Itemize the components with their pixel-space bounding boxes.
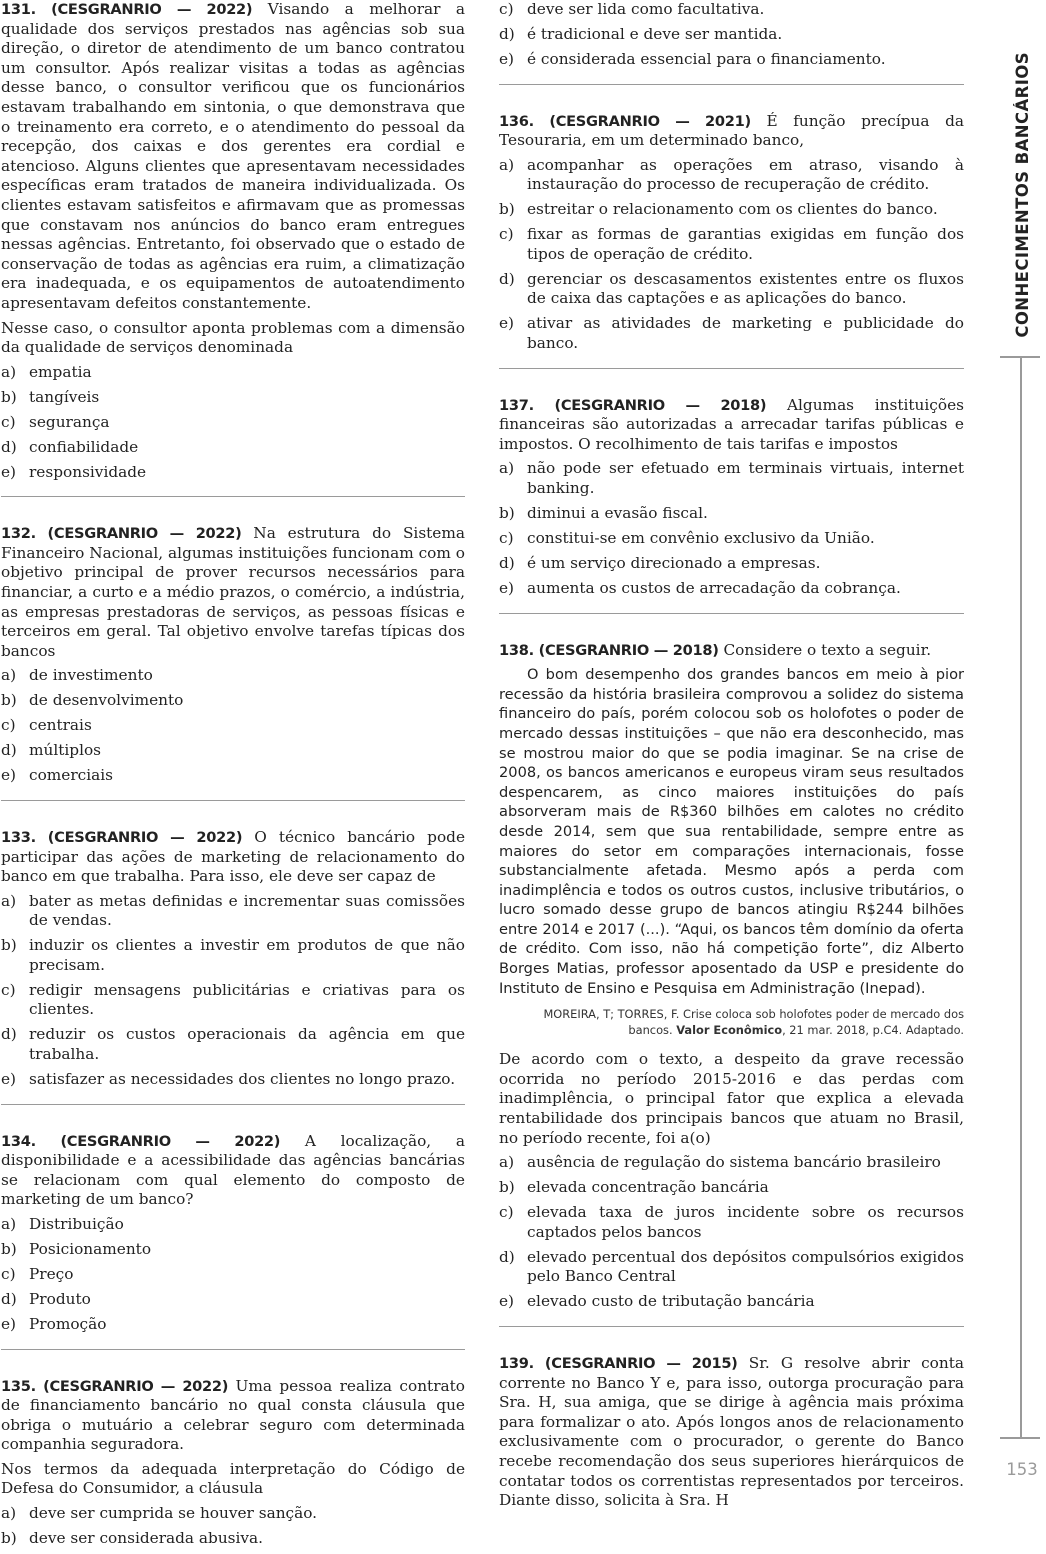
option-b: b) induzir os clientes a investir em produtos de que não precisam. [1, 936, 465, 974]
option-a: a) não pode ser efetuado em terminais virtuais, internet banking. [499, 459, 964, 498]
option-d: d) Produto [1, 1289, 91, 1308]
question-139-stem: 139. (CESGRANRIO — 2015) Sr. G resolve abrir conta corrente no Banco Y e, para isso, outorga procuração para Sra. H, sua amiga, que se dirige à agência mais próxima para formalizar o ato. Após longos anos de relacionamento exclusivamente com o procurador, o gerente do Banco recebe recomendação dos seus superiores hierárquicos de contatar todos os correntistas representados por terceiros. Diante disso, solicita à Sra. H [499, 1353, 965, 1510]
question-divider [499, 84, 964, 85]
question-138-options [499, 1153, 964, 1312]
option-a: a) deve ser cumprida se houver sanção. [1, 1504, 318, 1523]
question-135-stem2: Nos termos da adequada interpretação do Código de Defesa do Consumidor, a cláusula [1, 1459, 465, 1498]
option-a: a) de investimento [1, 666, 153, 685]
option-d: d) múltiplos [1, 741, 102, 760]
question-divider [1, 1349, 465, 1350]
question-137-header: 137. (CESGRANRIO — 2018) [499, 396, 767, 414]
question-133-stem: 133. (CESGRANRIO — 2022) O técnico bancário pode participar das ações de marketing de relacionamento do banco em que trabalha. Para isso, ele deve ser capaz de [1, 827, 465, 886]
question-131 [1, 0, 465, 482]
question-132-options [1, 666, 465, 786]
question-131-stem: 131. (CESGRANRIO — 2022) Visando a melhorar a qualidade dos serviços prestados nas agências sob sua direção, o diretor de atendimento de um banco contratou um consultor. Após realizar visitas a todas as agências desse banco, o consultor verificou que os funcionários estavam trabalhando em sintonia, o que demonstrava que o treinamento era correto, e o atendimento do pessoal da recepção, dos caixas e dos gerentes era cordial e atencioso. Alguns clientes que apresentavam necessidades específicas eram tratados de maneira individualizada. Os clientes estavam satisfeitos e afirmavam que as promessas que constavam nos anúncios do banco eram entregues nessas agências. Entretanto, foi observado que o estado de conservação de todas as agências era ruim, a climatização era inadequada, e os equipamentos de autoatendimento apresentavam defeitos constantemente. [1, 0, 465, 312]
question-137 [499, 396, 964, 599]
question-134-header: 134. (CESGRANRIO — 2022) [1, 1132, 281, 1150]
option-e: e) satisfazer as necessidades dos clientes no longo prazo. [1, 1070, 456, 1088]
option-c: c) deve ser lida como facultativa. [499, 0, 765, 18]
question-divider [499, 613, 964, 614]
question-divider [1, 800, 465, 801]
question-139-header: 139. (CESGRANRIO — 2015) [499, 1354, 738, 1372]
option-e: e) elevado custo de tributação bancária [499, 1292, 815, 1311]
left-column [1, 0, 465, 1554]
question-134 [1, 1132, 465, 1335]
option-d: d) é um serviço direcionado a empresas. [499, 553, 821, 572]
question-133-header: 133. (CESGRANRIO — 2022) [1, 828, 243, 846]
option-e: e) Promoção [1, 1314, 107, 1333]
option-a: a) acompanhar as operações em atraso, visando à instauração do processo de recuperação de crédito. [499, 155, 964, 194]
question-138-stem2: De acordo com o texto, a despeito da grave recessão ocorrida no período 2015-2016 e das perdas com inadimplência, o principal fator que explica a elevada rentabilidade dos principais bancos que atuam no Brasil, no período recente, foi a(o) [499, 1050, 964, 1147]
option-d: d) é tradicional e deve ser mantida. [499, 24, 783, 43]
option-b: b) diminui a evasão fiscal. [499, 504, 708, 523]
question-divider [499, 368, 964, 369]
question-131-stem2: Nesse caso, o consultor aponta problemas com a dimensão da qualidade de serviços denominada [1, 318, 465, 357]
option-d: d) reduzir os custos operacionais da agência em que trabalha. [1, 1025, 465, 1064]
option-d: d) gerenciar os descasamentos existentes entre os fluxos de caixa das captações e as aplicações do banco. [499, 269, 964, 308]
question-136-options [499, 156, 964, 354]
question-139 [499, 1354, 964, 1511]
option-b: b) deve ser considerada abusiva. [1, 1529, 264, 1548]
question-136 [499, 112, 964, 354]
option-a: a) empatia [1, 362, 92, 381]
question-134-options [1, 1215, 465, 1335]
question-137-stem: 137. (CESGRANRIO — 2018) Algumas instituições financeiras são autorizadas a arrecadar tarifas públicas e impostos. O recolhimento de tais tarifas e impostos [499, 395, 964, 453]
question-divider [1, 1104, 465, 1105]
option-a: a) ausência de regulação do sistema bancário brasileiro [499, 1153, 941, 1172]
question-135-stem: 135. (CESGRANRIO — 2022) Uma pessoa realiza contrato de financiamento bancário no qual consta cláusula que obriga o mutuário a celebrar seguro com determinada companhia seguradora. [1, 1376, 465, 1454]
option-c: c) constitui-se em convênio exclusivo da União. [499, 529, 875, 547]
question-135 [1, 1377, 465, 1549]
question-137-options [499, 459, 964, 598]
option-b: b) elevada concentração bancária [499, 1178, 769, 1197]
question-132-header: 132. (CESGRANRIO — 2022) [1, 525, 242, 543]
question-134-stem: 134. (CESGRANRIO — 2022) A localização, a disponibilidade e a acessibilidade das agências bancárias se relacionam com qual elemento do composto de marketing de um banco? [1, 1131, 465, 1209]
option-e: e) ativar as atividades de marketing e publicidade do banco. [499, 314, 964, 353]
option-a: a) Distribuição [1, 1214, 124, 1233]
question-136-stem: 136. (CESGRANRIO — 2021) É função precípua da Tesouraria, em um determinado banco, [499, 111, 965, 150]
option-c: c) elevada taxa de juros incidente sobre os recursos captados pelos bancos [499, 1203, 964, 1241]
question-131-header: 131. (CESGRANRIO — 2022) [1, 1, 253, 18]
option-a: a) bater as metas definidas e incrementar suas comissões de vendas. [1, 891, 465, 930]
question-divider [499, 1326, 964, 1327]
sidebar-rule-bottom [1000, 1437, 1040, 1439]
right-column [499, 0, 964, 1516]
option-b: b) estreitar o relacionamento com os clientes do banco. [499, 200, 938, 219]
option-c: c) Preço [1, 1264, 74, 1283]
option-b: b) tangíveis [1, 387, 100, 406]
question-138-passage: O bom desempenho dos grandes bancos em meio à pior recessão da história brasileira comprovou a solidez do sistema financeiro do país, porém colocou sob os holofotes o poder de mercado dessas instituições – que não era desconhecido, mas se mostrou maior do que se podia imaginar. Se na crise de 2008, os bancos americanos e europeus viram seus resultados despencarem, as cinco maiores instituições do país absorveram mais de R$360 bilhões em calotes no crédito desde 2014, sem que sua rentabilidade, sempre entre as maiores do setor em comparações internacionais, fosse substancialmente afetada. Mesmo após a perda com inadimplência e todos os outros custos, inclusive tributários, o lucro somado desse grupo de bancos atingiu R$244 bilhões entre 2014 e 2017 (...). “Aqui, os bancos têm domínio da oferta de crédito. Com isso, não há competição forte”, diz Alberto Borges Matias, professor aposentado da USP e presidente do Instituto de Ensino e Pesquisa em Administração (Inepad). [499, 666, 964, 997]
sidebar-rule [1020, 357, 1022, 1437]
option-c: c) centrais [1, 716, 92, 735]
option-d: d) confiabilidade [1, 437, 139, 456]
option-b: b) de desenvolvimento [1, 691, 184, 710]
option-e: e) é considerada essencial para o financiamento. [499, 49, 886, 68]
question-132-stem: 132. (CESGRANRIO — 2022) Na estrutura do Sistema Financeiro Nacional, algumas instituições funcionam com o objetivo principal de prover recursos necessários para financiar, a curto e a médio prazos, o comércio, a indústria, as empresas prestadoras de serviços, as pessoas físicas e terceiros em geral. Tal objetivo envolve tarefas típicas dos bancos [1, 524, 465, 660]
question-138-source: MOREIRA, T; TORRES, F. Crise coloca sob holofotes poder de mercado dos bancos. Valor Econômico, 21 mar. 2018, p.C4. Adaptado. [543, 1007, 964, 1038]
section-title: CONHECIMENTOS BANCÁRIOS [1012, 52, 1032, 338]
option-b: b) Posicionamento [1, 1239, 152, 1258]
question-133 [1, 828, 465, 1090]
question-132 [1, 524, 465, 786]
question-135-continued [499, 0, 964, 70]
question-138-stem: 138. (CESGRANRIO — 2018) Considere o texto a seguir. [499, 640, 932, 659]
option-c: c) fixar as formas de garantias exigidas em função dos tipos de operação de crédito. [499, 225, 964, 263]
question-138-header: 138. (CESGRANRIO — 2018) [499, 641, 719, 659]
page-number: 153 [1006, 1460, 1038, 1479]
option-e: e) responsividade [1, 462, 147, 481]
question-131-options [1, 363, 465, 483]
option-d: d) elevado percentual dos depósitos compulsórios exigidos pelo Banco Central [499, 1247, 964, 1286]
question-135-header: 135. (CESGRANRIO — 2022) [1, 1377, 229, 1395]
question-divider [1, 496, 465, 497]
question-138 [499, 641, 964, 1312]
question-135-options-continued [499, 0, 964, 70]
option-e: e) aumenta os custos de arrecadação da cobrança. [499, 578, 901, 597]
option-e: e) comerciais [1, 766, 113, 785]
question-136-header: 136. (CESGRANRIO — 2021) [499, 112, 751, 130]
question-133-options [1, 892, 465, 1090]
option-c: c) redigir mensagens publicitárias e criativas para os clientes. [1, 980, 465, 1019]
option-c: c) segurança [1, 412, 110, 431]
question-135-options [1, 1504, 465, 1549]
